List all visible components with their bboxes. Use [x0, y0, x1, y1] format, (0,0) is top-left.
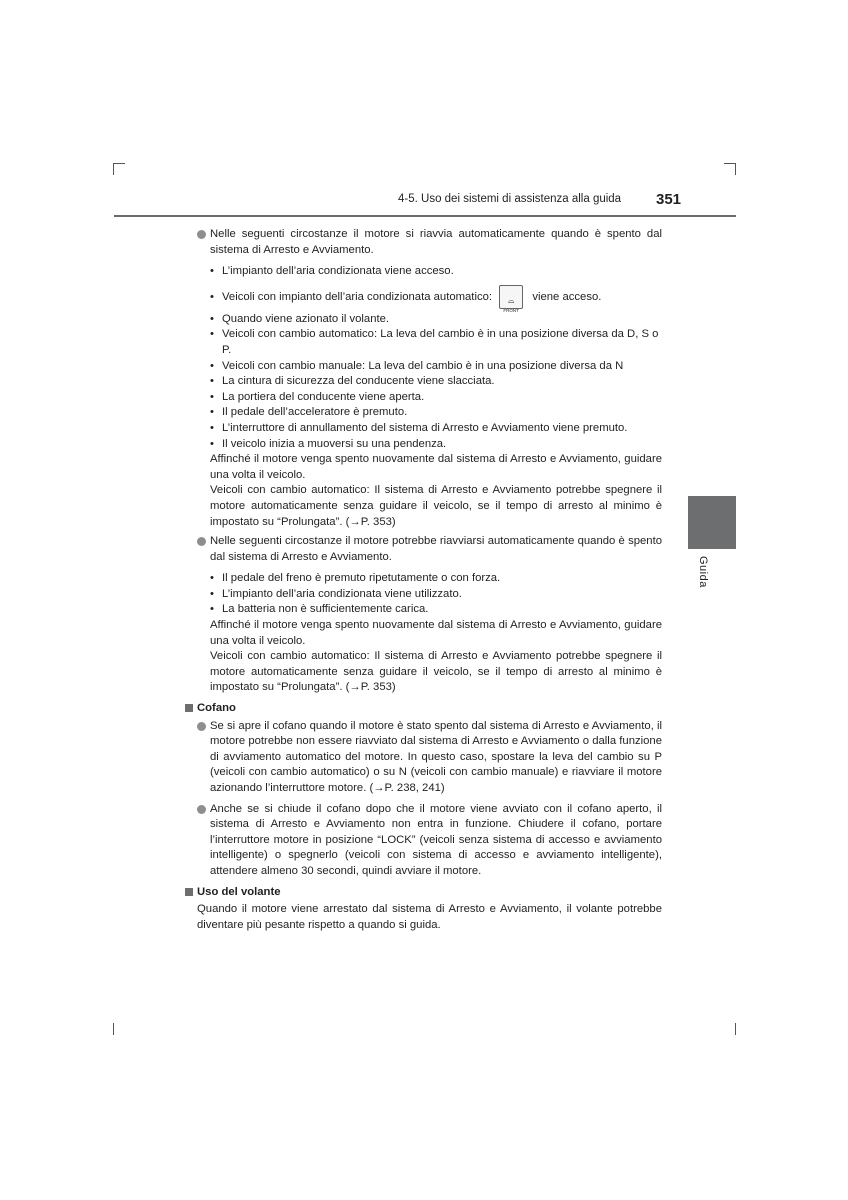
heading-text: Uso del volante: [197, 885, 281, 898]
front-defroster-icon: [499, 285, 523, 313]
defroster-symbol: ⌓: [508, 295, 515, 305]
page-number: 351: [656, 191, 682, 208]
section-title: 4-5. Uso dei sistemi di assistenza alla guida: [398, 193, 622, 205]
defroster-label: FRONT: [503, 307, 519, 313]
paragraph-text: Anche se si chiude il cofano dopo che il motore viene avviato con il cofano aperto, il sistema di Arresto e Avviamento non entra in funzione. Chiudere il cofano, portare l’interruttore motore in posizione “LOCK” (veicoli senza sistema di accesso e avviamento intelligente) o spegnerlo (veicoli con sistema di accesso e avviamento intelligente), attendere almeno 30 secondi, quindi avviare il motore.: [210, 802, 662, 877]
crop-mark: [113, 1023, 114, 1035]
header-divider: [114, 215, 736, 217]
list-item: [210, 285, 662, 313]
list-item: • La cintura di sicurezza del conducente viene slacciata.: [210, 374, 662, 390]
heading-square-icon: [185, 888, 193, 896]
list-item: • Il pedale dell’acceleratore è premuto.: [210, 405, 662, 421]
possible-restart-conditions: [197, 534, 662, 565]
list-item: • Il veicolo inizia a muoversi su una pendenza.: [210, 437, 662, 453]
cofano-paragraph: [197, 802, 662, 880]
page-content: [197, 225, 662, 933]
crop-mark: [735, 163, 736, 175]
bullet-dot-icon: [197, 805, 206, 814]
bullet-dot-icon: [197, 537, 206, 546]
list-item-text: Veicoli con impianto dell’aria condizionata automatico:: [222, 290, 493, 303]
note-paragraph: Veicoli con cambio automatico: Il sistema di Arresto e Avviamento potrebbe spegnere il motore automaticamente senza guidare il veicolo, se il tempo di arresto al minimo è impostato su “Prolungata”. (→P. 353): [210, 650, 662, 694]
crop-mark: [113, 163, 125, 164]
crop-mark: [735, 1023, 736, 1035]
note-paragraph: Affinché il motore venga spento nuovamente dal sistema di Arresto e Avviamento, guidare una volta il veicolo.: [210, 619, 662, 647]
list-item: • Quando viene azionato il volante.: [210, 312, 662, 328]
crop-mark: [724, 163, 736, 164]
chapter-label: Guida: [697, 556, 709, 588]
list-item: • L’impianto dell’aria condizionata viene acceso.: [210, 264, 662, 280]
chapter-number: 4: [709, 1011, 715, 1022]
possible-restart-intro: Nelle seguenti circostanze il motore potrebbe riavviarsi automaticamente quando è spento dal sistema di Arresto e Avviamento.: [210, 535, 662, 563]
possible-restart-list: [210, 571, 662, 618]
list-item: • L’interruttore di annullamento del sistema di Arresto e Avviamento viene premuto.: [210, 421, 662, 437]
heading-text: Cofano: [197, 702, 236, 715]
section-heading-cofano: [185, 701, 662, 717]
section-heading-volante: [185, 885, 662, 901]
list-item: • La batteria non è sufficientemente carica.: [210, 602, 662, 618]
paragraph-text: Se si apre il cofano quando il motore è stato spento dal sistema di Arresto e Avviamento, il motore potrebbe non essere riavviato dal sistema di Arresto e Avviamento o dalla funzione di avviamento automatico del motore. In questo caso, spostare la leva del cambio su P (veicoli con cambio automatico) o su N (veicoli con cambio manuale) e riavviare il motore azionando l’interruttore motore. (→P. 238, 241): [210, 719, 662, 794]
restart-conditions-list: [210, 264, 662, 452]
volante-paragraph: Quando il motore viene arrestato dal sistema di Arresto e Avviamento, il volante potrebbe diventare più pesante rispetto a quando si guida.: [197, 903, 662, 931]
list-item: • Veicoli con cambio manuale: La leva del cambio è in una posizione diversa da N: [210, 359, 662, 375]
crop-mark: [113, 163, 114, 175]
bullet-dot-icon: [197, 722, 206, 731]
note-paragraph: Affinché il motore venga spento nuovamente dal sistema di Arresto e Avviamento, guidare una volta il veicolo.: [210, 453, 662, 481]
bullet-dot-icon: [197, 230, 206, 239]
list-item-text: viene acceso.: [532, 290, 602, 303]
list-item: • L’impianto dell’aria condizionata viene utilizzato.: [210, 587, 662, 603]
note-paragraph: Veicoli con cambio automatico: Il sistema di Arresto e Avviamento potrebbe spegnere il motore automaticamente senza guidare il veicolo, se il tempo di arresto al minimo è impostato su “Prolungata”. (→P. 353): [210, 484, 662, 528]
list-item: • La portiera del conducente viene aperta.: [210, 390, 662, 406]
list-item: • Veicoli con cambio automatico: La leva del cambio è in una posizione diversa da D, S o P.: [210, 327, 662, 358]
heading-square-icon: [185, 704, 193, 712]
restart-conditions: [197, 227, 662, 258]
list-item: • Il pedale del freno è premuto ripetutamente o con forza.: [210, 571, 662, 587]
restart-intro: Nelle seguenti circostanze il motore si riavvia automaticamente quando è spento dal sistema di Arresto e Avviamento.: [210, 228, 662, 256]
cofano-paragraph: [197, 719, 662, 797]
